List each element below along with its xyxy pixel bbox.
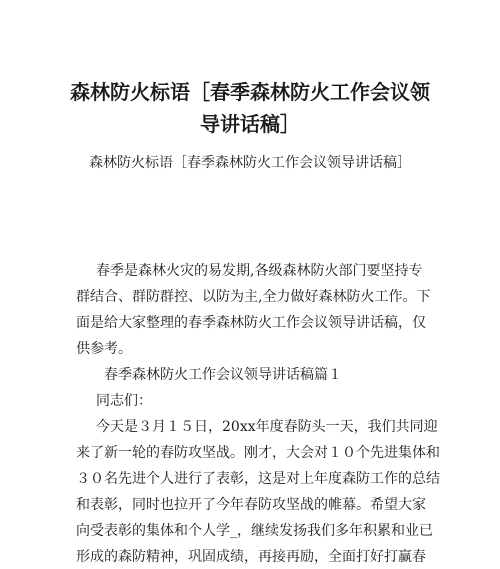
body-paragraph-line: ３０名先进个人进行了表彰，这是对上年度森防工作的总结	[76, 471, 440, 487]
salutation: 同志们：	[96, 393, 152, 409]
body-paragraph-line: 面是给大家整理的春季森林防火工作会议领导讲话稿，仅	[76, 315, 426, 331]
document-subtitle: 森林防火标语［春季森林防火工作会议领导讲话稿］	[89, 155, 411, 171]
document-title-line-2: 导讲话稿］	[200, 112, 300, 136]
body-paragraph-line: 春季是森林火灾的易发期,各级森林防火部门要坚持专	[96, 263, 423, 279]
document-title-line-1: 森林防火标语［春季森林防火工作会议领	[70, 80, 430, 104]
body-paragraph-line: 群结合、群防群控、以防为主,全力做好森林防火工作。下	[76, 289, 431, 305]
section-heading: 春季森林防火工作会议领导讲话稿篇１	[104, 367, 342, 383]
body-paragraph-line: 形成的森防精神，巩固成绩，再接再励，全面打好打赢春	[76, 549, 426, 565]
body-paragraph-line: 向受表彰的集体和个人学_，继续发扬我们多年积累和业已	[76, 523, 433, 539]
body-paragraph-line: 今天是３月１５日，20xx年度春防头一天，我们共同迎	[96, 419, 438, 435]
body-paragraph-line: 供参考。	[76, 341, 132, 357]
body-paragraph-line: 和表彰，同时也拉开了今年春防攻坚战的帷幕。希望大家	[76, 497, 426, 513]
body-paragraph-line: 来了新一轮的春防攻坚战。刚才，大会对１０个先进集体和	[76, 445, 440, 461]
